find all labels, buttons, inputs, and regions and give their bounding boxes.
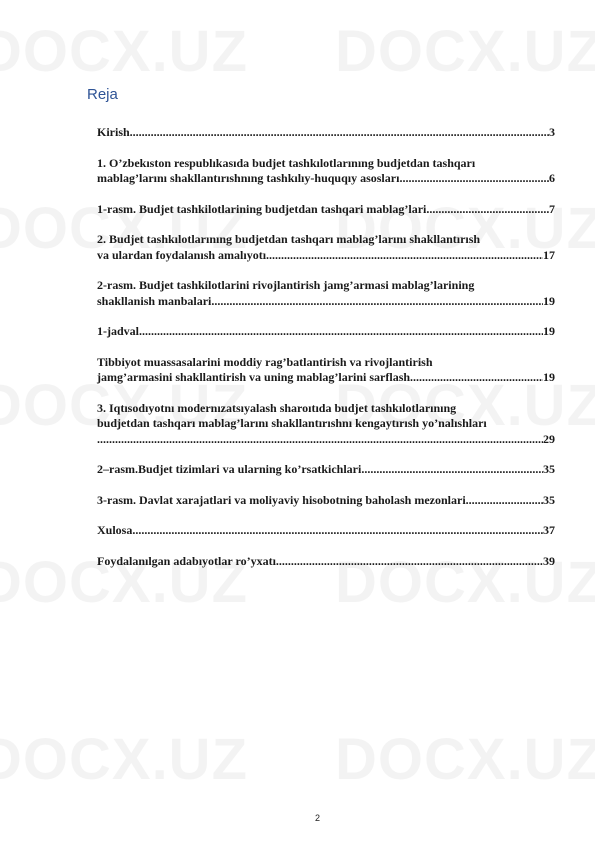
toc-entry-final-line [97,324,555,340]
toc-page-number: 29 [543,431,555,446]
toc-entry[interactable] [97,554,555,570]
toc-entry-line: budjetdan tashqarı mablag’larını shakllantırıshnı kengaytırısh yo’nalıshları [97,416,487,430]
page-number: 2 [314,813,320,823]
dot-leader [276,554,543,570]
toc-heading: Reja [87,86,118,103]
toc-entry-title: Xulosa [97,523,133,537]
toc-entry[interactable] [97,523,555,539]
watermark [0,18,248,85]
toc-entry-title: Kirish [97,125,130,139]
toc-entry-line: Tibbiyot muassasalarini moddiy rag’batlantirish va rivojlantirish [97,354,433,369]
toc-entry[interactable] [97,278,555,309]
toc-entry-final-line [97,462,555,478]
toc-entry-final-line [97,523,555,539]
table-of-contents [97,125,555,584]
dot-leader [361,462,543,478]
toc-entry-title: Foydalanılgan adabıyotlar ro’yxatı [97,553,276,568]
toc-entry-final-line [97,248,555,264]
toc-entry-title: 1-jadval [97,324,139,338]
dot-leader [466,493,543,509]
toc-entry[interactable] [97,462,555,478]
dot-leader [97,432,543,448]
toc-page-number: 35 [543,462,555,476]
toc-entry[interactable] [97,202,555,218]
toc-page-number: 7 [549,201,555,216]
toc-entry-title: 3-rasm. Davlat xarajatlari va moliyaviy hisobotning baholash mezonlari [97,492,466,507]
toc-entry-line: 2. Budjet tashkılotlarınıng budjetdan tashqarı mablag’larını shakllantırısh [97,232,481,246]
toc-page-number: 6 [549,171,555,185]
watermark [0,726,248,793]
toc-entry[interactable] [97,401,555,448]
toc-entry[interactable] [97,324,555,340]
toc-entry-final-line [97,294,555,310]
toc-entry[interactable] [97,232,555,263]
watermark [335,18,595,85]
toc-entry-title: 2–rasm.Budjet tizimlari va ularning ko’rsatkichlari [97,462,362,476]
toc-page-number: 39 [543,553,555,568]
toc-page-number: 19 [543,293,555,308]
toc-page-number: 19 [543,370,555,384]
toc-entry-line: 2-rasm. Budjet tashkilotlarini rivojlantirish jamg’armasi mablag’larining [97,278,475,292]
toc-entry[interactable] [97,156,555,187]
toc-entry-title: jamg’armasini shakllantirish va uning mablag’larini sarflash [97,370,411,384]
dot-leader [266,248,543,264]
toc-page-number: 3 [549,125,555,139]
toc-entry-final-line [97,370,555,386]
toc-page-number: 19 [543,324,555,338]
toc-entry[interactable] [97,355,555,386]
dot-leader [132,523,543,539]
toc-entry-title: shakllanish manbalari [97,293,212,308]
toc-entry-final-line [97,554,555,570]
dot-leader [410,370,543,386]
toc-entry-final-line [97,493,555,509]
watermark [335,726,595,793]
toc-entry-title: 1-rasm. Budjet tashkilotlarining budjetdan tashqari mablag’lari [97,201,427,216]
dot-leader [211,294,543,310]
toc-entry-line: 1. O’zbekıston respublıkasıda budjet tashkılotlarınıng budjetdan tashqarı [97,155,476,170]
toc-page-number: 37 [543,523,555,537]
toc-entry-final-line [97,432,555,448]
toc-page-number: 35 [543,492,555,507]
toc-entry-title: mablag’larını shakllantırıshnıng tashkılıy-huquqıy asosları [97,171,400,185]
toc-entry-final-line [97,202,555,218]
dot-leader [426,202,549,218]
dot-leader [130,125,549,141]
toc-entry-line: 3. Iqtısodıyotnı modernızatsıyalash sharoıtıda budjet tashkılotlarınıng [97,400,457,415]
dot-leader [139,324,543,340]
toc-page-number: 17 [543,247,555,262]
toc-entry-final-line [97,171,555,187]
dot-leader [399,171,549,187]
toc-entry-title: va ulardan foydalanısh amalıyotı [97,247,267,262]
toc-entry[interactable] [97,493,555,509]
toc-entry-final-line [97,125,555,141]
toc-entry[interactable] [97,125,555,141]
